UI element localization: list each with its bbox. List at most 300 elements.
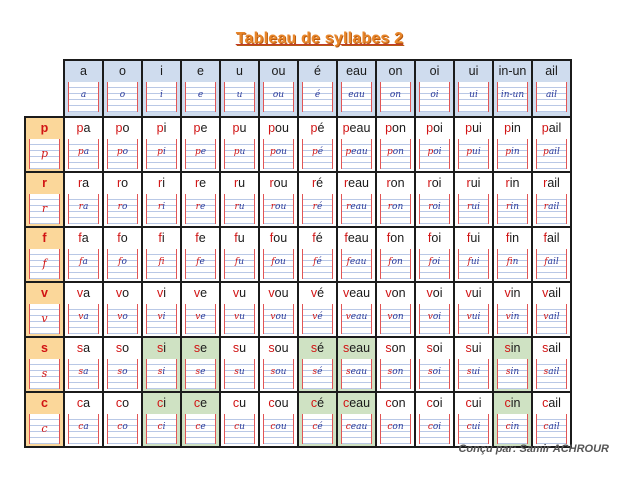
syllable-cell-print xyxy=(455,338,492,359)
vowel-letters: e xyxy=(198,231,206,245)
syllable-cell xyxy=(493,282,532,337)
syllable-cell-cursive xyxy=(536,304,567,334)
syllable-cell-print xyxy=(104,118,141,139)
consonant-cell xyxy=(25,172,64,227)
syllable-cell-cursive xyxy=(497,249,528,279)
vowel-header-6-cursive-text: é xyxy=(314,90,321,100)
vowel-header-5-cursive xyxy=(263,82,294,112)
vowel-letters: o xyxy=(122,341,130,355)
consonant-letter: v xyxy=(270,312,276,322)
syllable-cell-cursive xyxy=(302,194,333,224)
syllable-cell xyxy=(64,337,103,392)
syllable-cell-print xyxy=(182,118,219,139)
syllable-cell xyxy=(337,227,376,282)
consonant-letter: f xyxy=(344,231,348,245)
consonant-letter: c xyxy=(426,396,433,410)
vowel-letters: é xyxy=(315,231,323,245)
syllable-cell-cursive-text xyxy=(108,367,137,377)
syllable-cell-cursive-text xyxy=(537,367,566,377)
syllable-cell xyxy=(532,172,571,227)
consonant-letter: v xyxy=(543,312,549,322)
syllable-cell-cursive xyxy=(224,359,255,389)
vowel-letters: i xyxy=(163,341,167,355)
consonant-cell xyxy=(25,392,64,447)
consonant-letter: r xyxy=(387,202,393,212)
vowel-header-8 xyxy=(376,60,415,117)
consonant-letter: v xyxy=(117,312,123,322)
syllable-cell xyxy=(337,117,376,172)
vowel-header-3-cursive xyxy=(185,82,216,112)
consonant-letter: v xyxy=(193,286,201,300)
vowel-letters: ui xyxy=(471,396,482,410)
vowel-letters: on xyxy=(390,176,405,190)
syllable-cell-cursive xyxy=(68,139,99,169)
vowel-letters: u xyxy=(239,341,247,355)
syllable-cell-print xyxy=(377,283,414,304)
vowel-letters: on xyxy=(392,367,404,377)
consonant-letter: v xyxy=(465,286,472,300)
consonant-letter: p xyxy=(505,147,512,157)
syllable-cell xyxy=(298,227,337,282)
syllable-cell-cursive xyxy=(302,304,333,334)
consonant-letter: v xyxy=(385,286,392,300)
consonant-letter: p xyxy=(387,147,393,157)
vowel-letters: in xyxy=(511,121,521,135)
syllable-cell xyxy=(493,172,532,227)
syllable-cell xyxy=(454,392,493,447)
consonant-letter: s xyxy=(465,341,472,355)
consonant-letter: f xyxy=(118,257,122,267)
vowel-header-1-print: o xyxy=(119,64,126,78)
syllable-cell-print xyxy=(416,283,453,304)
consonant-letter: s xyxy=(505,367,511,377)
vowel-letters: é xyxy=(317,341,325,355)
syllable-cell xyxy=(103,282,142,337)
consonant-letter: p xyxy=(156,121,164,135)
consonant-letter: r xyxy=(386,176,391,190)
syllable-cell-print xyxy=(65,393,102,414)
syllable-cell-print xyxy=(221,228,258,249)
vowel-header-6-print: é xyxy=(314,64,321,78)
consonant-letter: f xyxy=(196,257,200,267)
vowel-letters: in xyxy=(510,341,521,355)
syllable-cell-cursive xyxy=(146,139,177,169)
consonant-letter: p xyxy=(465,121,473,135)
syllable-cell-print xyxy=(416,393,453,414)
consonant-letter: v xyxy=(505,312,511,322)
vowel-letters: o xyxy=(122,312,128,322)
vowel-letters: oi xyxy=(432,202,441,212)
consonant-letter: s xyxy=(385,341,392,355)
vowel-letters: a xyxy=(83,312,89,322)
consonant-letter: c xyxy=(504,396,511,410)
vowel-letters: i xyxy=(162,147,166,157)
syllable-cell-cursive xyxy=(458,414,489,444)
vowel-letters: ou xyxy=(275,202,287,212)
consonant-letter: c xyxy=(193,396,201,410)
syllable-cell xyxy=(493,227,532,282)
syllable-cell-cursive xyxy=(458,194,489,224)
syllable-cell-print xyxy=(221,393,258,414)
consonant-letter: r xyxy=(311,176,317,190)
vowel-letters: oi xyxy=(431,176,442,190)
vowel-letters: u xyxy=(237,231,245,245)
syllable-cell-print xyxy=(416,118,453,139)
consonant-letter: p xyxy=(385,121,393,135)
vowel-header-11-cursive-text: in-un xyxy=(500,90,525,100)
consonant-cell-print: s xyxy=(41,341,48,355)
syllable-cell-cursive-text xyxy=(342,202,371,212)
vowel-letters: a xyxy=(83,396,91,410)
consonant-letter: r xyxy=(312,202,317,212)
consonant-cell-cursive-text: c xyxy=(41,422,48,435)
consonant-letter: s xyxy=(310,341,318,355)
consonant-letter: r xyxy=(270,202,276,212)
syllable-cell-cursive-text xyxy=(186,367,215,377)
vowel-letters: a xyxy=(83,341,91,355)
vowel-letters: oi xyxy=(432,367,441,377)
syllable-cell-cursive-text xyxy=(498,147,527,157)
syllable-cell-print xyxy=(494,283,531,304)
vowel-letters: i xyxy=(161,231,165,245)
consonant-letter: f xyxy=(346,257,350,267)
vowel-letters: ail xyxy=(548,312,560,322)
syllable-cell-print xyxy=(338,173,375,194)
vowel-header-4-cursive-text: u xyxy=(236,90,243,100)
vowel-header-4 xyxy=(220,60,259,117)
syllable-cell-cursive-text xyxy=(186,257,215,267)
vowel-header-2-cursive-text: i xyxy=(160,90,163,100)
vowel-letters: e xyxy=(200,396,208,410)
syllable-cell-cursive-text xyxy=(186,147,215,157)
consonant-letter: p xyxy=(77,147,84,157)
vowel-letters: i xyxy=(162,202,166,212)
syllable-cell-cursive-text xyxy=(69,367,98,377)
vowel-letters: ou xyxy=(275,422,287,432)
syllable-cell xyxy=(142,172,181,227)
syllable-cell-cursive xyxy=(536,414,567,444)
syllable-cell-cursive-text xyxy=(264,312,293,322)
syllable-cell-cursive-text xyxy=(537,312,566,322)
syllable-cell-cursive-text xyxy=(537,422,566,432)
vowel-letters: ui xyxy=(471,367,481,377)
consonant-letter: f xyxy=(505,231,510,245)
vowel-header-7 xyxy=(337,60,376,117)
vowel-letters: eau xyxy=(350,312,368,322)
syllable-row xyxy=(25,117,571,172)
consonant-letter: p xyxy=(268,121,276,135)
consonant-letter: r xyxy=(543,202,549,212)
syllable-cell-cursive xyxy=(68,194,99,224)
consonant-letter: s xyxy=(117,367,123,377)
syllable-cell xyxy=(454,282,493,337)
vowel-letters: in xyxy=(510,396,521,410)
syllable-cell-cursive-text xyxy=(303,422,332,432)
syllable-cell-cursive-text xyxy=(108,202,137,212)
consonant-letter: p xyxy=(76,121,84,135)
syllable-cell xyxy=(103,392,142,447)
syllable-cell-cursive-text xyxy=(303,147,332,157)
vowel-letters: u xyxy=(239,147,246,157)
syllable-cell xyxy=(142,392,181,447)
vowel-header-11 xyxy=(493,60,532,117)
syllable-cell xyxy=(532,392,571,447)
consonant-cell-print: v xyxy=(41,286,48,300)
syllable-cell-cursive xyxy=(419,139,450,169)
syllable-cell-print xyxy=(143,173,180,194)
syllable-cell-cursive-text xyxy=(264,367,293,377)
syllable-cell-cursive xyxy=(497,194,528,224)
syllable-cell-cursive-text xyxy=(420,202,449,212)
syllable-cell-cursive-text xyxy=(381,422,410,432)
syllable-cell-cursive-text xyxy=(498,257,527,267)
consonant-letter: p xyxy=(310,121,318,135)
syllable-cell-cursive xyxy=(185,139,216,169)
syllable-cell-cursive-text xyxy=(342,422,371,432)
vowel-letters: ui xyxy=(471,286,482,300)
consonant-letter: r xyxy=(506,202,511,212)
syllable-cell xyxy=(142,282,181,337)
consonant-letter: r xyxy=(543,176,548,190)
syllable-cell-cursive-text xyxy=(69,202,98,212)
consonant-letter: r xyxy=(158,176,163,190)
syllable-cell-cursive xyxy=(536,194,567,224)
syllable-cell-cursive-text xyxy=(147,367,176,377)
vowel-letters: ou xyxy=(275,312,287,322)
vowel-letters: on xyxy=(391,286,406,300)
syllable-cell-cursive xyxy=(68,304,99,334)
vowel-header-9-print: oi xyxy=(429,64,440,78)
vowel-header-7-cursive xyxy=(341,82,372,112)
consonant-cell-cursive xyxy=(29,414,60,444)
syllable-cell-print xyxy=(533,173,570,194)
vowel-header-4-cursive xyxy=(224,82,255,112)
syllable-cell-print xyxy=(377,228,414,249)
vowel-letters: on xyxy=(391,396,406,410)
consonant-letter: c xyxy=(505,422,511,432)
syllable-cell-cursive xyxy=(302,414,333,444)
consonant-letter: c xyxy=(232,396,240,410)
vowel-letters: on xyxy=(390,231,405,245)
syllable-cell-print xyxy=(494,338,531,359)
consonant-letter: v xyxy=(115,286,123,300)
syllable-cell-cursive xyxy=(341,414,372,444)
consonant-cell-print: r xyxy=(42,176,47,190)
syllable-cell-cursive xyxy=(146,304,177,334)
syllable-cell-cursive xyxy=(263,359,294,389)
syllable-cell-print xyxy=(455,283,492,304)
syllable-cell-print xyxy=(260,283,297,304)
syllable-cell-print xyxy=(182,338,219,359)
syllable-cell-cursive-text xyxy=(108,312,137,322)
syllable-cell-cursive xyxy=(302,359,333,389)
consonant-letter: r xyxy=(195,202,200,212)
consonant-letter: r xyxy=(78,202,83,212)
vowel-letters: in xyxy=(511,147,520,157)
consonant-letter: f xyxy=(386,231,391,245)
vowel-letters: eau xyxy=(348,176,370,190)
syllable-cell-print xyxy=(338,283,375,304)
syllable-cell-cursive-text xyxy=(342,257,371,267)
syllable-cell-cursive-text xyxy=(69,422,98,432)
syllable-cell xyxy=(64,172,103,227)
consonant-letter: v xyxy=(157,312,163,322)
syllable-cell xyxy=(259,172,298,227)
consonant-cell-cursive-text: p xyxy=(40,147,49,160)
consonant-letter: c xyxy=(466,422,472,432)
consonant-letter: v xyxy=(387,312,393,322)
vowel-letters: oi xyxy=(432,422,442,432)
consonant-cell-print: c xyxy=(41,396,48,410)
consonant-letter: s xyxy=(193,341,201,355)
vowel-letters: é xyxy=(317,147,324,157)
consonant-letter: p xyxy=(466,147,473,157)
vowel-letters: eau xyxy=(349,341,371,355)
consonant-cell-cursive xyxy=(29,194,60,224)
syllable-cell-cursive xyxy=(302,249,333,279)
syllable-cell-cursive xyxy=(341,139,372,169)
consonant-letter: v xyxy=(342,286,350,300)
syllable-cell-print xyxy=(377,173,414,194)
consonant-letter: s xyxy=(234,367,239,377)
syllable-cell-cursive-text xyxy=(303,257,332,267)
syllable-cell-cursive xyxy=(341,359,372,389)
consonant-letter: v xyxy=(542,286,549,300)
consonant-letter: p xyxy=(427,147,434,157)
syllable-cell xyxy=(493,117,532,172)
consonant-letter: r xyxy=(234,202,239,212)
syllable-cell xyxy=(103,337,142,392)
vowel-header-8-cursive xyxy=(380,82,411,112)
vowel-header-9 xyxy=(415,60,454,117)
syllable-cell-cursive xyxy=(185,194,216,224)
syllable-cell-cursive xyxy=(497,414,528,444)
consonant-letter: s xyxy=(270,367,276,377)
vowel-letters: eau xyxy=(349,257,367,267)
vowel-letters: u xyxy=(239,396,247,410)
syllable-cell-print xyxy=(377,338,414,359)
consonant-letter: r xyxy=(343,176,349,190)
consonant-letter: c xyxy=(234,422,240,432)
consonant-letter: r xyxy=(194,176,200,190)
syllable-cell xyxy=(103,117,142,172)
syllable-cell-cursive xyxy=(68,359,99,389)
syllable-cell-cursive-text xyxy=(381,367,410,377)
syllable-cell-cursive-text xyxy=(186,202,215,212)
consonant-letter: r xyxy=(428,202,433,212)
vowel-header-11-print: in-un xyxy=(498,64,527,78)
syllable-cell-cursive xyxy=(458,139,489,169)
syllable-cell-print xyxy=(221,338,258,359)
vowel-letters: u xyxy=(239,422,245,432)
vowel-letters: a xyxy=(83,121,91,135)
syllable-cell-print xyxy=(143,283,180,304)
vowel-letters: on xyxy=(392,121,406,135)
vowel-header-5-cursive-text: ou xyxy=(272,90,285,100)
vowel-letters: e xyxy=(200,367,206,377)
consonant-letter: v xyxy=(232,286,240,300)
syllable-cell xyxy=(532,337,571,392)
consonant-letter: f xyxy=(506,257,513,267)
vowel-letters: in xyxy=(509,176,520,190)
syllable-cell-print xyxy=(494,228,531,249)
syllable-cell-print xyxy=(104,393,141,414)
vowel-letters: eau xyxy=(351,147,368,157)
syllable-cell-print xyxy=(338,338,375,359)
consonant-cell-cursive xyxy=(29,359,60,389)
consonant-letter: c xyxy=(312,422,318,432)
syllable-cell-cursive-text xyxy=(225,367,254,377)
vowel-letters: o xyxy=(122,286,130,300)
consonant-letter: r xyxy=(77,176,83,190)
consonant-letter: s xyxy=(428,367,433,377)
vowel-letters: ail xyxy=(548,202,560,212)
vowel-letters: on xyxy=(391,257,403,267)
consonant-letter: s xyxy=(76,341,84,355)
consonant-letter: v xyxy=(76,286,84,300)
vowel-header-11-cursive xyxy=(497,82,528,112)
syllable-cell xyxy=(259,227,298,282)
vowel-header-9-cursive-text: oi xyxy=(430,90,439,100)
vowel-letters: é xyxy=(317,121,325,135)
syllable-cell-print xyxy=(455,118,492,139)
syllable-cell-cursive xyxy=(341,304,372,334)
syllable-cell xyxy=(376,117,415,172)
author-credit: Conçu par: Samir ACHROUR xyxy=(458,443,609,455)
syllable-cell xyxy=(337,392,376,447)
syllable-cell-cursive xyxy=(263,139,294,169)
vowel-letters: on xyxy=(392,147,404,157)
syllable-cell-print xyxy=(533,228,570,249)
consonant-letter: v xyxy=(426,286,433,300)
syllable-cell-print xyxy=(533,118,570,139)
syllable-cell-cursive xyxy=(380,139,411,169)
consonant-letter: s xyxy=(504,341,511,355)
consonant-letter: s xyxy=(342,341,350,355)
vowel-header-0-cursive-text: a xyxy=(80,90,87,100)
syllable-cell-cursive-text xyxy=(108,422,137,432)
consonant-letter: p xyxy=(311,147,318,157)
syllable-cell-cursive xyxy=(146,359,177,389)
consonant-letter: p xyxy=(232,121,240,135)
syllable-cell-cursive-text xyxy=(147,422,176,432)
syllable-cell-cursive-text xyxy=(69,257,98,267)
syllable-cell-cursive xyxy=(341,194,372,224)
syllable-cell xyxy=(376,282,415,337)
vowel-letters: e xyxy=(199,257,205,267)
syllable-cell xyxy=(493,392,532,447)
vowel-letters: in xyxy=(510,422,520,432)
syllable-cell-cursive xyxy=(536,359,567,389)
syllable-cell xyxy=(337,337,376,392)
consonant-letter: f xyxy=(269,231,274,245)
syllable-cell-print xyxy=(455,228,492,249)
vowel-header-1-cursive-text: o xyxy=(119,90,126,100)
syllable-cell xyxy=(298,392,337,447)
consonant-letter: p xyxy=(115,121,123,135)
consonant-cell xyxy=(25,337,64,392)
vowel-letters: ou xyxy=(273,176,288,190)
vowel-letters: é xyxy=(317,367,323,377)
consonant-letter: s xyxy=(387,367,393,377)
syllable-cell xyxy=(259,337,298,392)
vowel-header-5 xyxy=(259,60,298,117)
consonant-cell-cursive xyxy=(29,304,60,334)
syllable-row xyxy=(25,392,571,447)
syllable-cell-cursive xyxy=(458,249,489,279)
syllable-cell-cursive-text xyxy=(381,147,410,157)
vowel-letters: é xyxy=(316,202,323,212)
